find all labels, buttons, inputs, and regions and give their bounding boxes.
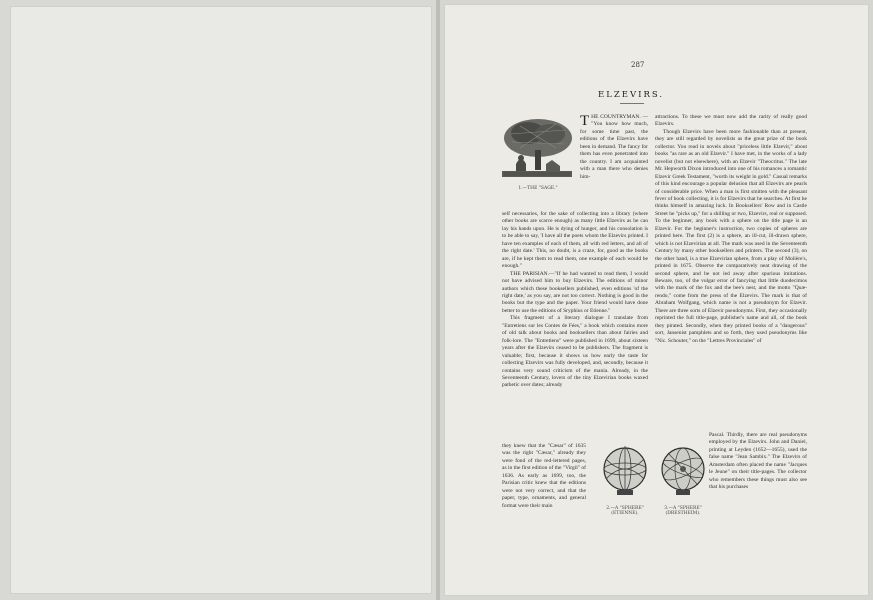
opening-paragraph: HE COUNTRYMAN. — "You know how much, for some time past, the editions of the Elzevirs have been in demand. The fancy for them has even penetrated into the country. I am acquainted with a man there who denies him- [580, 114, 648, 180]
col-a-opening [580, 114, 648, 181]
figure-3-caption [654, 506, 712, 516]
col-a-para-3: This fragment of a literary dialogue I translate from "Entretiens sur les Contes de Fées," a book which contains more of old talk about books and booksellers than about fairies and folk-lore. The "Entretiens" were published in 1699, about sixteen years after the Elzevirs ceased to be publishers. The fragment is valuable; first, because it shows us how early the taste for collecting Elzevirs was fully developed, and, secondly, because it contains very sound criticism of the mania. Already, in the Seventeenth Century, lovers of the tiny Elzevirian books waxed pathetic over dates; already [502, 315, 648, 389]
title-ornament-rule [620, 103, 644, 104]
drop-cap: T [580, 113, 590, 129]
col-b-para-1: attractions. To these we must now add the rarity of really good Elzevirs. [655, 114, 807, 128]
sage-tree-illustration [498, 114, 576, 182]
page-number: 287 [631, 61, 645, 69]
right-text-page [440, 0, 873, 600]
col-b-para-2: Though Elzevirs have been more fashionable than at present, they are still regarded by novelists as the great prize of the book collector. You read in novels about "priceless little Elzevir," about books "as rare as an old Elzevir." I have met, in the works of a lady novelist (but not elsewhere), with an Elzevir "Theocritus." The late Mr. Hepworth Dixon introduced into one of his romances a romantic Elzevir Greek Testament, "worth its weight in gold." Casual remarks of this kind encourage a popular delusion that all Elzevirs are pearls of considerable price. When a man is first smitten with the pleasant fever of book collecting, it is for Elzevirs that he searches. At first he thinks himself in amazing luck. In Booksellers' Row and in Castle Street he "picks up," for a shilling or two, Elzevirs, real or supposed. To the beginner, any book with a sphere on the title page is an Elzevir. For the beginner's instruction, two copies of spheres are printed here. The first (2) is a sphere, an ill-cut, ill-drawn sphere, which is not Elzevirian at all. The mark was used in the Seventeenth Century by many other booksellers and printers. The second (3), on the other hand, is a true Elzevirian sphere, from a play of Molière's, printed in 1675. Observe the comparatively neat drawing of the second sphere, and be not led away after spurious imitations. Beware, too, of the vulgar error of fancying that little duodecimos with the mark of the fox and the bee's nest, and the motto "Quæ-rendo," come from the press of the Elzevirs. The mark is that of Abraham Wolfgang, which name is not a pseudonym for Elzevir. There are three sorts of Elzevir pseudonyms. First, they occasionally reprinted the full title-page, publisher's name and all, of the book they pirated. Secondly, when they printed books of a "dangerous" sort, Jansenist pamphlets and so forth, they used pseudonyms like "Nic. Schouter," on the "Lettres Provinciales" of [655, 128, 807, 344]
col-b-para-2-cont: Pascal. Thirdly, there are real pseudonyms employed by the Elzevirs. John and Daniel, printing at Leyden (1652—1655), used the false name "Jean Sambix." The Elzevirs of Amsterdam often placed the name "Jacques le Jeune" on their title-pages. The collector who remembers these things must also see that his purchases [709, 432, 807, 491]
col-b-main-text [655, 114, 807, 345]
col-a-para-3-cont: they knew that the "Cæsar" of 1635 was the right "Cæsar," already they were fond of the red-lettered pages, as in the first edition of the "Virgil" of 1636. As early as 1699, too, the Parisian critic knew that the editions were not very correct, and that the paper, type, ornaments, and general format were their main [502, 443, 586, 509]
figure-2-caption-line2: (ETIENNE). [611, 511, 639, 516]
figure-2-caption-line1: 2.—A "SPHERE" [606, 506, 644, 511]
col-a-main-text [502, 211, 648, 390]
article-title: ELZEVIRS. [598, 90, 665, 100]
figure-1-caption: 1.—THE "SAGE." [518, 186, 558, 191]
col-b-narrow-text [709, 432, 807, 492]
figure-2-caption [596, 506, 654, 516]
figure-3-caption-line1: 3.—A "SPHERE" [664, 506, 702, 511]
left-blank-page [0, 0, 436, 600]
col-a-narrow-text [502, 443, 586, 510]
sphere-elzevir-illustration [660, 445, 706, 497]
sphere-etienne-illustration [602, 445, 648, 497]
figure-3-caption-line2: (DRESTHEIM). [665, 511, 701, 516]
blank-sheet [10, 6, 432, 594]
col-a-para-2: THE PARISIAN.—"If he had wanted to read them, I would not have advised him to buy Elzevirs. The editions of minor authors which these booksellers published, even editions 'of the right date,' as you say, are not too correct. Nothing is good in the books but the type and the paper. Your friend would have done better to use the editions of Sryphius or Etienne." [502, 270, 648, 314]
col-a-para-1: self necessaries, for the sake of collecting into a library (where other books are scarce enough) as many little Elzevirs as he can lay his hands upon. He is dying of hunger, and his consolation is to be able to say, 'I have all the poets whom the Elzevirs printed. I have ten examples of each of them, all with red letters, and all of the right date.' This, no doubt, is a craze, for, good as the books are, if he kept them to read them, one example of each would be enough." [502, 211, 648, 270]
